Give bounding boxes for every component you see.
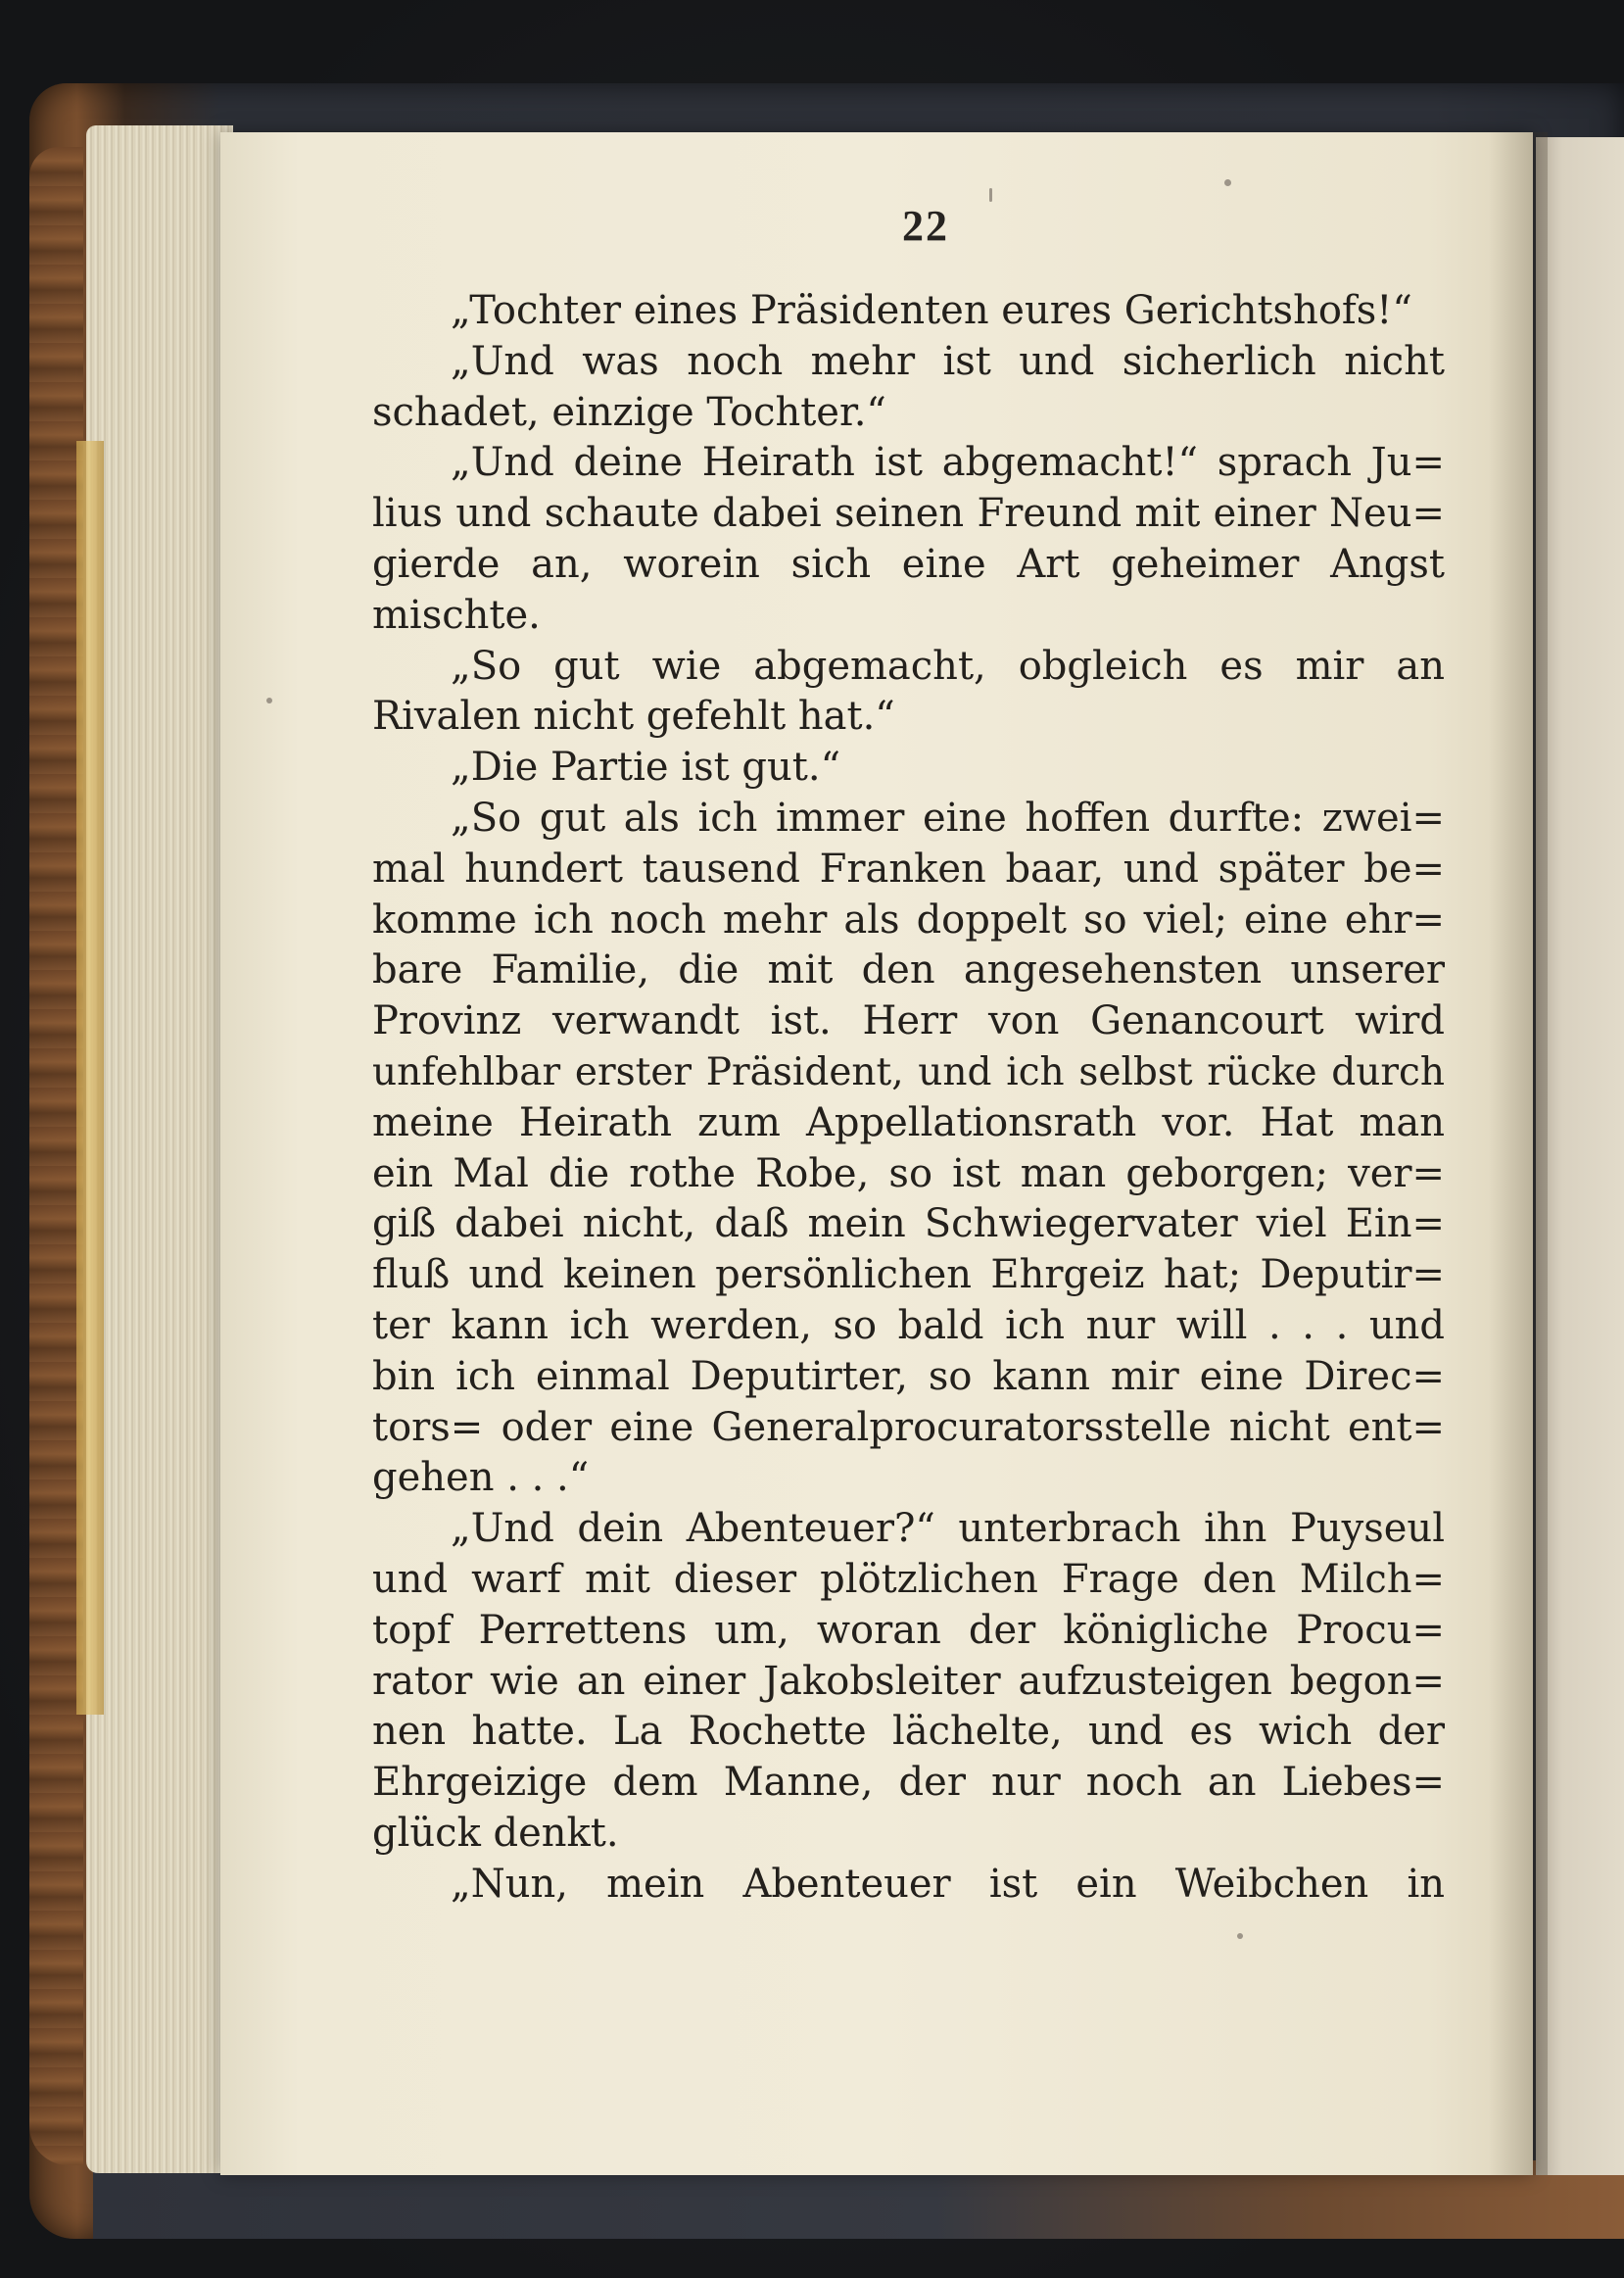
text-line: komme ich noch mehr als doppelt so viel; eine ehr= [372,897,1445,943]
text-line: „Und was noch mehr ist und sicherlich nicht [451,338,1445,384]
text-line: Provinz verwandt ist. Herr von Genancourt wird [372,998,1445,1044]
text-line: „So gut wie abgemacht, obgleich es mir an [451,643,1445,689]
text-line: „Nun, mein Abenteuer ist ein Weibchen in [451,1861,1445,1907]
page-number: 22 [902,202,949,250]
paper-speck [1237,1933,1243,1939]
text-line: Rivalen nicht gefehlt hat.“ [372,694,895,740]
text-line: gierde an, worein sich eine Art geheimer Angst [372,541,1445,587]
paper-speck [1224,179,1231,186]
cover-spine-wear [29,147,83,2165]
text-line: nen hatte. La Rochette lächelte, und es wich der [372,1709,1445,1755]
paper-speck [266,698,272,703]
text-line: und warf mit dieser plötzlichen Frage den Milch= [372,1556,1445,1602]
paper-speck [989,188,992,202]
text-line: bare Familie, die mit den angesehensten unserer [372,947,1445,994]
facing-page [1536,137,1624,2175]
page-edge-stain [76,441,104,1715]
text-line: Ehrgeizige dem Manne, der nur noch an Liebes= [372,1760,1445,1806]
text-line: rator wie an einer Jakobsleiter aufzusteigen begon= [372,1658,1445,1704]
text-line: mal hundert tausend Franken baar, und später be= [372,846,1445,892]
text-line: bin ich einmal Deputirter, so kann mir eine Direc= [372,1353,1445,1399]
text-line: tors= oder eine Generalprocuratorsstelle nicht ent= [372,1404,1445,1450]
text-line: „Die Partie ist gut.“ [451,745,841,791]
text-line: giß dabei nicht, daß mein Schwiegervater viel Ein= [372,1201,1445,1247]
text-line: „So gut als ich immer eine hoffen durfte: zwei= [451,795,1445,841]
text-line: ein Mal die rothe Robe, so ist man geborgen; ver= [372,1150,1445,1196]
text-line: schadet, einzige Tochter.“ [372,389,886,435]
text-line: meine Heirath zum Appellationsrath vor. Hat man [372,1099,1445,1145]
page-edges [86,125,233,2173]
text-line: fluß und keinen persönlichen Ehrgeiz hat; Deputir= [372,1252,1445,1298]
text-line: „Und deine Heirath ist abgemacht!“ sprach Ju= [451,440,1445,486]
text-line: „Tochter eines Präsidenten eures Gerichtshofs!“ [451,288,1412,333]
text-line: „Und dein Abenteuer?“ unterbrach ihn Puyseul [451,1506,1445,1552]
body-text [372,286,1445,1911]
text-line: lius und schaute dabei seinen Freund mit einer Neu= [372,491,1445,537]
gutter-shadow [1489,132,1548,2175]
text-line: mischte. [372,592,541,638]
text-line: ter kann ich werden, so bald ich nur will . . . und [372,1302,1445,1348]
text-line: gehen . . .“ [372,1455,590,1501]
text-line: topf Perrettens um, woran der königliche Procu= [372,1607,1445,1653]
text-line: unfehlbar erster Präsident, und ich selbst rücke durch [372,1049,1445,1094]
text-line: glück denkt. [372,1810,619,1856]
